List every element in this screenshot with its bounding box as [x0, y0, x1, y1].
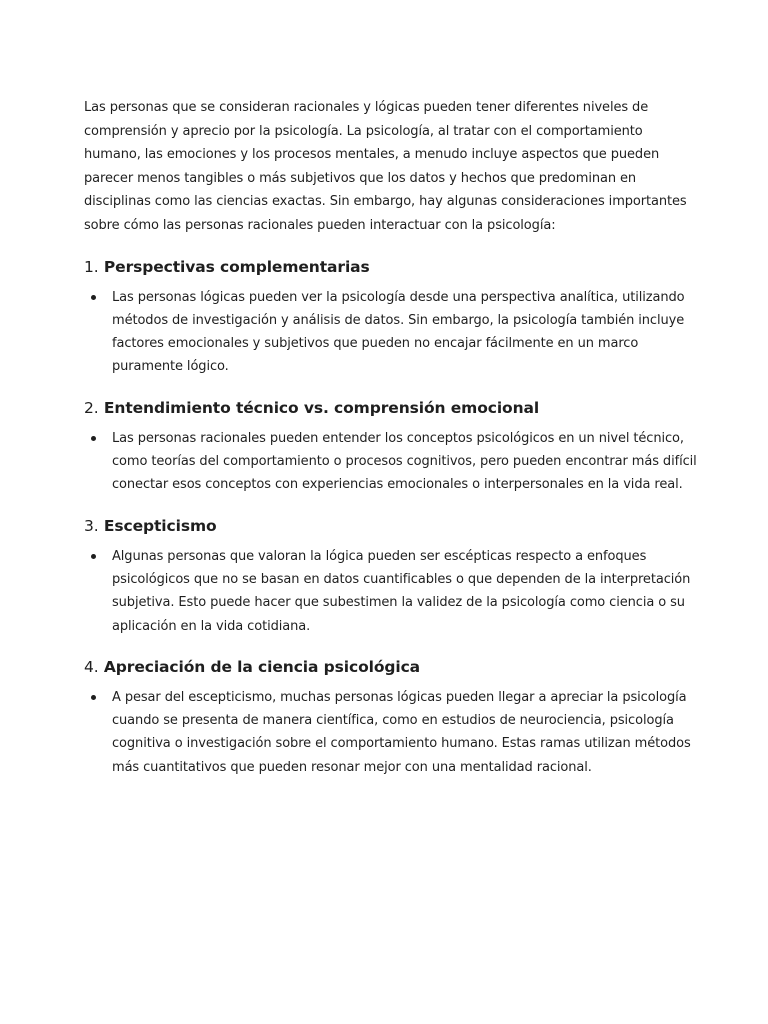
bullet-list: [84, 427, 698, 497]
section-3: [84, 515, 698, 638]
section-title: Entendimiento técnico vs. comprensión emocional: [103, 398, 540, 417]
section-heading: [84, 656, 698, 678]
bullet-list: [84, 545, 698, 638]
section-number: 3.: [84, 516, 99, 535]
section-heading: [84, 256, 698, 278]
bullet-item: [112, 686, 698, 779]
bullet-text: Las personas lógicas pueden ver la psicología desde una perspectiva analítica, utilizando métodos de investigación y análisis de datos. Sin embargo, la psicología también incluye factores emocionales y subjetivos que pueden no encajar fácilmente en un marco puramente lógico.: [112, 289, 685, 375]
bullet-text: Algunas personas que valoran la lógica pueden ser escépticas respecto a enfoques psicológicos que no se basan en datos cuantificables o que dependen de la interpretación subjetiva. Esto puede hacer que subestimen la validez de la psicología como ciencia o su aplicación en la vida cotidiana.: [112, 548, 691, 634]
bullet-list: [84, 286, 698, 379]
bullet-text: A pesar del escepticismo, muchas personas lógicas pueden llegar a apreciar la psicología cuando se presenta de manera científica, como en estudios de neurociencia, psicología cognitiva o investigación sobre el comportamiento humano. Estas ramas utilizan métodos más cuantitativos que pueden resonar mejor con una mentalidad racional.: [112, 689, 691, 775]
section-heading: [84, 515, 698, 537]
section-number: 1.: [84, 257, 99, 276]
bullet-text: Las personas racionales pueden entender los conceptos psicológicos en un nivel técnico, como teorías del comportamiento o procesos cognitivos, pero pueden encontrar más difícil conectar esos conceptos con experiencias emocionales o interpersonales en la vida real.: [112, 430, 697, 493]
section-2: [84, 397, 698, 497]
bullet-icon: [91, 436, 96, 441]
bullet-item: [112, 545, 698, 638]
bullet-item: [112, 427, 698, 497]
bullet-icon: [91, 554, 96, 559]
bullet-icon: [91, 695, 96, 700]
intro-paragraph: Las personas que se consideran racionales y lógicas pueden tener diferentes niveles de comprensión y aprecio por la psicología. La psicología, al tratar con el comportamiento humano, las emociones y los procesos mentales, a menudo incluye aspectos que pueden parecer menos tangibles o más subjetivos que los datos y hechos que predominan en disciplinas como las ciencias exactas. Sin embargo, hay algunas consideraciones importantes sobre cómo las personas racionales pueden interactuar con la psicología:: [84, 100, 687, 233]
section-title: Escepticismo: [103, 516, 217, 535]
section-title: Perspectivas complementarias: [103, 257, 370, 276]
bullet-item: [112, 286, 698, 379]
section-title: Apreciación de la ciencia psicológica: [103, 657, 421, 676]
section-number: 2.: [84, 398, 99, 417]
bullet-list: [84, 686, 698, 779]
section-heading: [84, 397, 698, 419]
section-number: 4.: [84, 657, 99, 676]
section-4: [84, 656, 698, 779]
bullet-icon: [91, 295, 96, 300]
section-1: [84, 256, 698, 379]
